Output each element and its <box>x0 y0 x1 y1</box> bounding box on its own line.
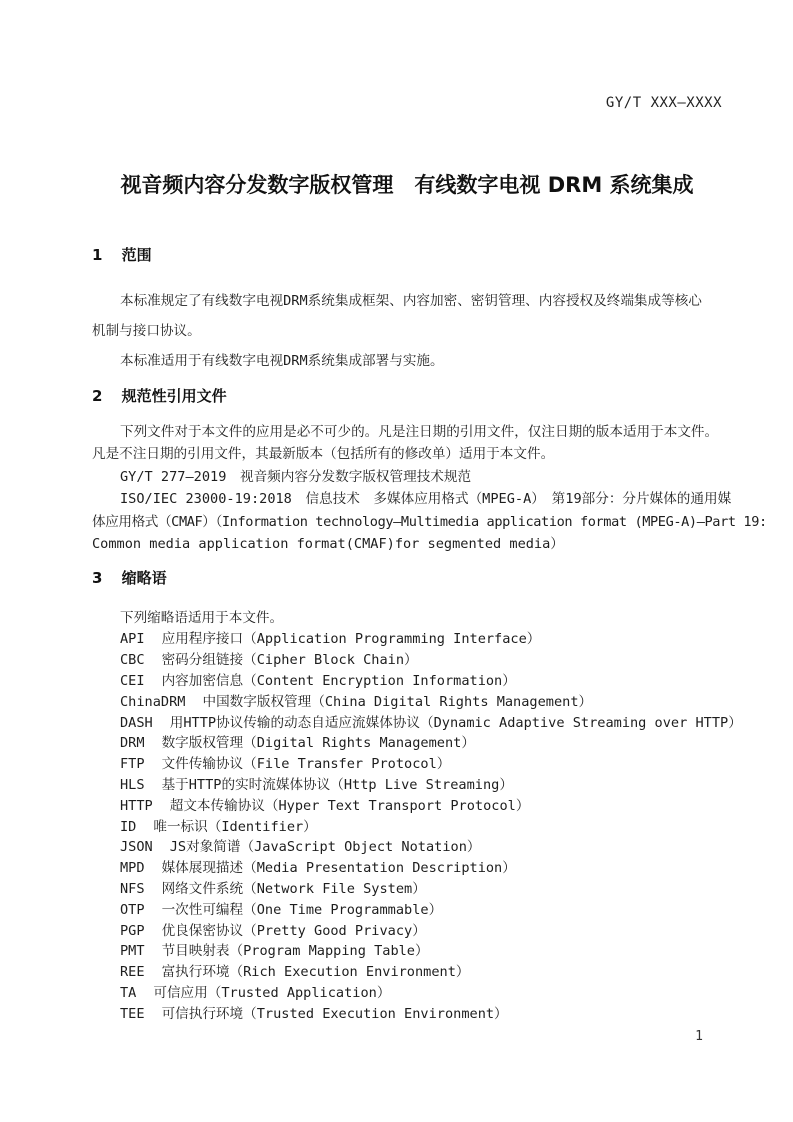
abbreviation-item <box>92 817 722 838</box>
abbreviation-item <box>92 900 722 921</box>
abbreviation-key: PGP <box>120 922 145 939</box>
abbreviation-item <box>92 983 722 1004</box>
abbreviation-key: JSON <box>120 839 153 856</box>
section-abbreviations-heading <box>92 570 722 587</box>
abbreviation-definition: JS对象简谱（JavaScript Object Notation） <box>169 839 481 856</box>
abbreviation-key: OTP <box>120 901 145 918</box>
abbreviation-key: HLS <box>120 777 145 794</box>
abbreviation-key: DRM <box>120 735 145 752</box>
abbreviation-item <box>92 775 722 796</box>
abbreviation-item <box>92 733 722 754</box>
abbreviation-definition: 数字版权管理（Digital Rights Management） <box>161 735 475 752</box>
abbreviation-definition: 文件传输协议（File Transfer Protocol） <box>161 756 451 773</box>
page-number: 1 <box>695 1029 703 1044</box>
abbreviations-list <box>92 629 742 1024</box>
section-references-number: 2 <box>92 387 103 405</box>
abbreviation-key: API <box>120 631 145 648</box>
abbreviation-item <box>92 941 722 962</box>
abbreviation-key: CEI <box>120 673 145 690</box>
section-references-title: 规范性引用文件 <box>121 387 227 405</box>
abbreviation-definition: 唯一标识（Identifier） <box>153 818 317 835</box>
abbreviation-item <box>92 713 742 734</box>
abbreviation-key: CBC <box>120 652 145 669</box>
abbreviation-item <box>92 1004 722 1025</box>
reference-entry: 体应用格式（CMAF）（Information technology—Multimedia application format (MPEG-A)—Part 19: <box>92 513 767 530</box>
abbreviation-key: DASH <box>120 714 153 731</box>
abbreviation-definition: 一次性可编程（One Time Programmable） <box>161 901 443 918</box>
abbreviation-definition: 媒体展现描述（Media Presentation Description） <box>161 860 516 877</box>
section-references-body <box>92 421 767 555</box>
abbreviation-key: NFS <box>120 881 145 897</box>
paragraph-line: 凡是不注日期的引用文件，其最新版本（包括所有的修改单）适用于本文件。 <box>92 446 555 463</box>
paragraph-line: 本标准规定了有线数字电视DRM系统集成框架、内容加密、密钥管理、内容授权及终端集成等核心 <box>120 293 702 309</box>
abbreviation-item <box>92 650 722 671</box>
abbreviation-key: REE <box>120 964 145 981</box>
section-abbreviations-title: 缩略语 <box>121 569 167 588</box>
abbreviation-definition: 可信执行环境（Trusted Execution Environment） <box>161 1005 508 1022</box>
reference-entry: Common media application format(CMAF)for segmented media） <box>92 536 564 553</box>
abbreviation-definition: 网络文件系统（Network File System） <box>161 881 426 897</box>
abbreviation-key: ID <box>120 818 137 835</box>
paragraph-line: 下列文件对于本文件的应用是必不可少的。凡是注日期的引用文件，仅注日期的版本适用于本文件。 <box>120 424 719 440</box>
abbreviation-key: MPD <box>120 860 145 877</box>
abbreviation-item <box>92 671 722 692</box>
abbreviation-definition: 内容加密信息（Content Encryption Information） <box>161 673 516 690</box>
section-scope-body <box>92 286 722 376</box>
abbreviation-item <box>92 858 722 879</box>
reference-entry: ISO/IEC 23000-19:2018 信息技术 多媒体应用格式（MPEG-A） 第19部分：分片媒体的通用媒 <box>120 491 732 508</box>
abbreviation-key: TA <box>120 984 137 1001</box>
abbreviation-item <box>92 796 722 817</box>
abbreviation-key: HTTP <box>120 797 153 814</box>
abbreviation-item <box>92 962 722 983</box>
abbreviation-definition: 优良保密协议（Pretty Good Privacy） <box>161 922 426 939</box>
document-title: 视音频内容分发数字版权管理 有线数字电视 DRM 系统集成 <box>120 173 694 197</box>
abbreviation-definition: 用HTTP协议传输的动态自适应流媒体协议（Dynamic Adaptive Streaming over HTTP） <box>169 714 742 731</box>
abbreviations-intro: 下列缩略语适用于本文件。 <box>120 610 284 627</box>
abbreviation-definition: 基于HTTP的实时流媒体协议（Http Live Streaming） <box>161 777 513 794</box>
abbreviation-definition: 富执行环境（Rich Execution Environment） <box>161 964 470 981</box>
section-references-heading <box>92 388 722 405</box>
abbreviation-key: FTP <box>120 756 145 773</box>
abbreviation-definition: 可信应用（Trusted Application） <box>153 984 391 1001</box>
abbreviation-definition: 应用程序接口（Application Programming Interface） <box>161 631 541 648</box>
paragraph-line: 机制与接口协议。 <box>92 323 201 339</box>
abbreviation-definition: 节目映射表（Program Mapping Table） <box>161 943 429 960</box>
section-scope-number: 1 <box>92 246 103 264</box>
abbreviation-key: ChinaDRM <box>120 693 186 710</box>
document-number: GY/T XXX—XXXX <box>605 95 722 111</box>
section-scope-title: 范围 <box>121 246 152 264</box>
abbreviation-definition: 超文本传输协议（Hyper Text Transport Protocol） <box>169 797 530 814</box>
abbreviation-definition: 密码分组链接（Cipher Block Chain） <box>161 652 418 669</box>
abbreviation-item <box>92 921 722 942</box>
abbreviation-item <box>92 692 722 713</box>
reference-entry: GY/T 277—2019 视音频内容分发数字版权管理技术规范 <box>120 468 472 485</box>
abbreviation-key: TEE <box>120 1005 145 1022</box>
abbreviation-item <box>92 629 722 650</box>
abbreviation-item <box>92 754 722 775</box>
abbreviation-key: PMT <box>120 943 145 960</box>
abbreviation-item <box>92 879 722 900</box>
section-scope-heading <box>92 247 722 264</box>
paragraph-line: 本标准适用于有线数字电视DRM系统集成部署与实施。 <box>120 353 444 369</box>
abbreviation-item <box>92 837 722 858</box>
section-abbreviations-number: 3 <box>92 569 103 588</box>
abbreviation-definition: 中国数字版权管理（China Digital Rights Management） <box>202 693 593 710</box>
